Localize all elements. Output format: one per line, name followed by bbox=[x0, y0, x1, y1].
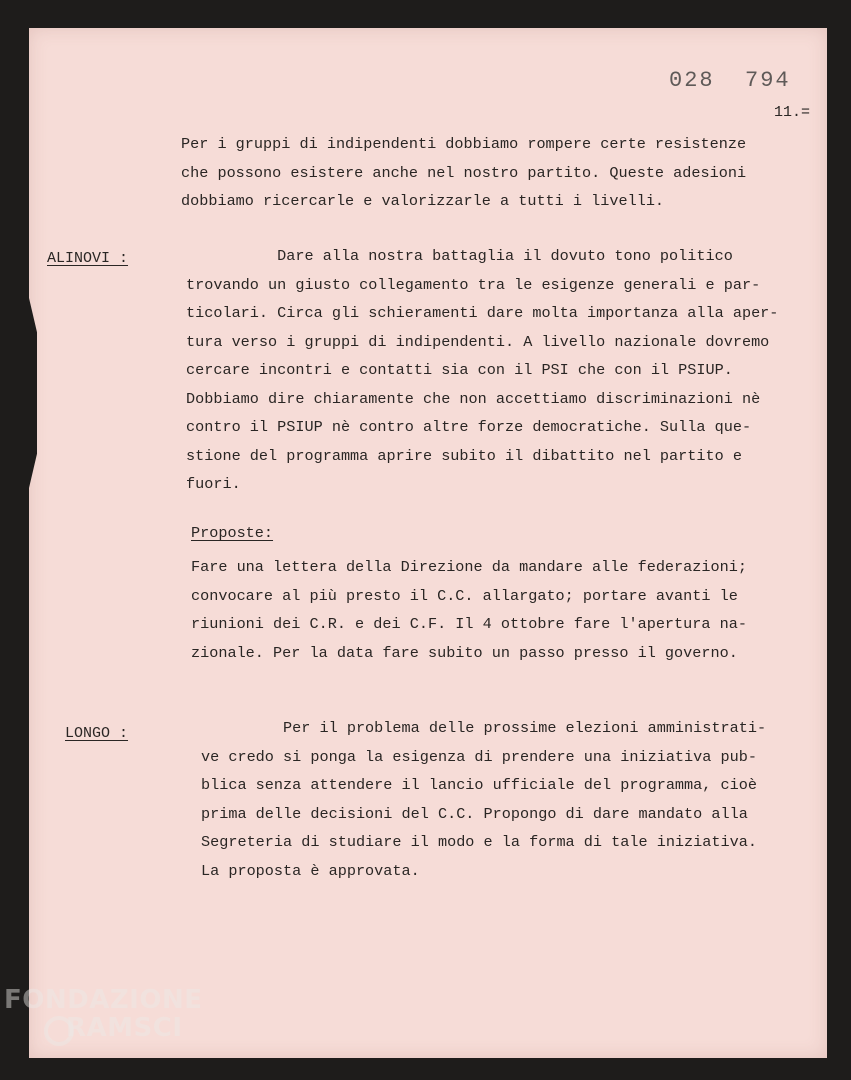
text-line: che possono esistere anche nel nostro partito. Queste adesioni bbox=[181, 163, 747, 182]
text-line: dobbiamo ricercarle e valorizzarle a tutti i livelli. bbox=[181, 192, 665, 210]
intro-paragraph bbox=[181, 130, 746, 216]
proposte-paragraph bbox=[191, 553, 747, 667]
text-line: contro il PSIUP nè contro altre forze democratiche. Sulla que- bbox=[186, 418, 752, 436]
page-number: 11.= bbox=[774, 104, 811, 121]
text-line: La proposta è approvata. bbox=[201, 861, 420, 880]
text-line: Fare una lettera della Direzione da mandare alle federazioni; bbox=[191, 558, 747, 576]
text-line: Per i gruppi di indipendenti dobbiamo rompere certe resistenze bbox=[181, 135, 747, 153]
archive-number: 028 794 bbox=[669, 68, 791, 93]
watermark-g-logo-icon bbox=[44, 1016, 74, 1046]
text-line: Dobbiamo dire chiaramente che non accettiamo discriminazioni nè bbox=[186, 389, 761, 408]
speaker-longo: LONGO : bbox=[65, 725, 129, 742]
text-line: riunioni dei C.R. e dei C.F. Il 4 ottobre fare l'apertura na- bbox=[191, 615, 747, 633]
longo-paragraph bbox=[201, 714, 766, 885]
text-line: cercare incontri e contatti sia con il PSI che con il PSIUP. bbox=[186, 361, 733, 379]
speaker-alinovi: ALINOVI : bbox=[47, 250, 129, 267]
page-edge-notch bbox=[29, 298, 37, 488]
text-line: prima delle decisioni del C.C. Propongo di dare mandato alla bbox=[201, 804, 748, 823]
alinovi-paragraph bbox=[186, 242, 778, 499]
fondazione-gramsci-watermark bbox=[4, 986, 202, 1042]
text-line: zionale. Per la data fare subito un passo presso il governo. bbox=[191, 643, 738, 662]
text-line: Dare alla nostra battaglia il dovuto tono politico bbox=[186, 247, 733, 265]
text-line: Per il problema delle prossime elezioni amministrati- bbox=[201, 719, 767, 737]
text-line: blica senza attendere il lancio ufficiale del programma, cioè bbox=[201, 776, 757, 794]
text-line: ticolari. Circa gli schieramenti dare molta importanza alla aper- bbox=[186, 304, 779, 322]
text-line: convocare al più presto il C.C. allargato; portare avanti le bbox=[191, 586, 738, 605]
text-line: ve credo si ponga la esigenza di prendere una iniziativa pub- bbox=[201, 747, 757, 766]
text-line: fuori. bbox=[186, 475, 241, 493]
proposte-heading: Proposte: bbox=[191, 524, 274, 542]
document-page bbox=[29, 28, 827, 1058]
text-line: Segreteria di studiare il modo e la forma di tale iniziativa. bbox=[201, 833, 757, 851]
text-line: trovando un giusto collegamento tra le esigenze generali e par- bbox=[186, 275, 761, 294]
text-line: stione del programma aprire subito il dibattito nel partito e bbox=[186, 446, 742, 465]
watermark-line-2: RAMSCI bbox=[66, 1013, 183, 1043]
watermark-line-1: FONDAZIONE bbox=[4, 985, 203, 1015]
text-line: tura verso i gruppi di indipendenti. A livello nazionale dovremo bbox=[186, 332, 770, 351]
